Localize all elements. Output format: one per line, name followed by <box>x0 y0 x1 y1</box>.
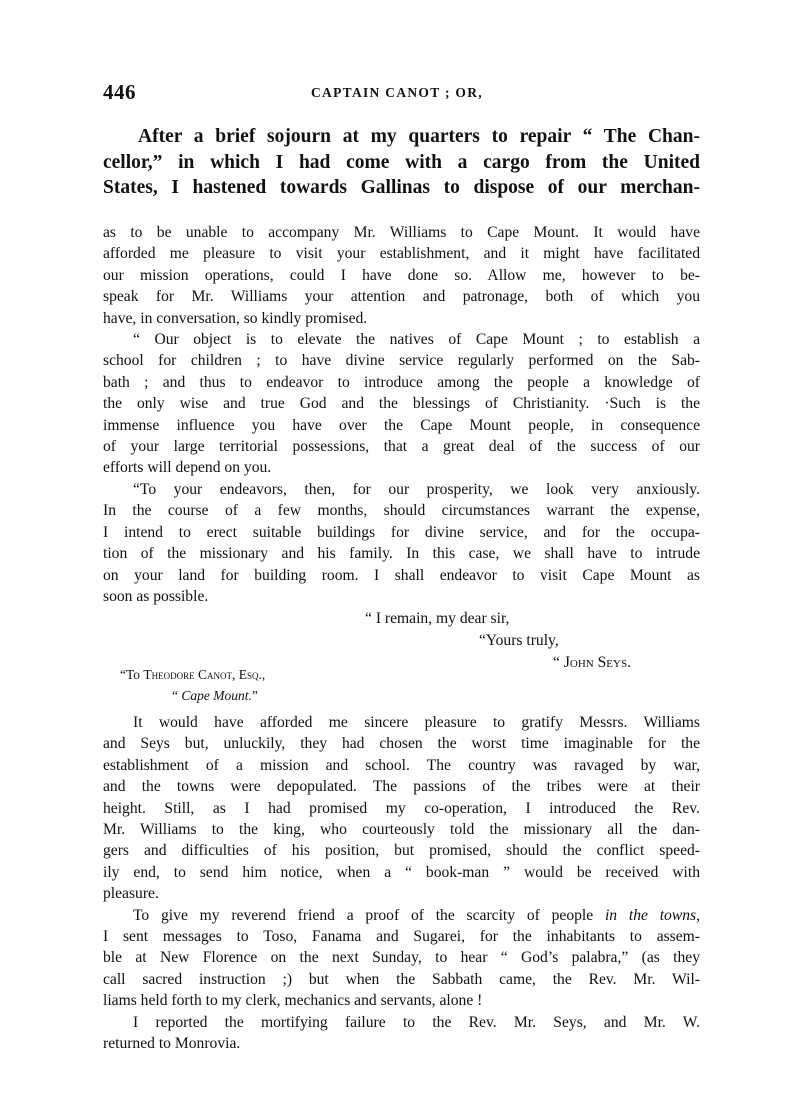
letter-line: school for children ; to have divine service regularly performed on the Sab- <box>103 352 700 370</box>
narrative-line: returned to Monrovia. <box>103 1035 241 1053</box>
narrative-line <box>103 905 700 926</box>
narrative-line: I sent messages to Toso, Fanama and Sugarei, for the inhabitants to assem- <box>103 928 700 946</box>
address-place-close: ” <box>251 688 258 703</box>
narrative-line: Mr. Williams to the king, who courteously told the missionary all the dan- <box>103 821 700 839</box>
letter-closing-yours: “Yours truly, <box>479 632 559 649</box>
address-place: Cape Mount. <box>181 688 252 703</box>
letter-line: our mission operations, could I have done so. Allow me, however to be- <box>103 266 700 284</box>
address-line-place <box>120 685 265 706</box>
letter-line: “ Our object is to elevate the natives of Cape Mount ; to establish a <box>133 331 700 349</box>
letter-line: as to be unable to accompany Mr. Williams to Cape Mount. It would have <box>103 224 700 241</box>
letter-line: “To your endeavors, then, for our prosperity, we look very anxiously. <box>133 480 700 498</box>
letter-signature <box>553 652 631 673</box>
narrative-body <box>103 712 700 1055</box>
narrative-line: gers and difficulties of his position, but promised, should the conflict speed- <box>103 842 700 860</box>
letter-line: have, in conversation, so kindly promised. <box>103 309 368 327</box>
narrative-line: pleasure. <box>103 885 159 903</box>
letter-line: tion of the missionary and his family. In this case, we shall have to intrude <box>103 545 700 563</box>
narrative-line: ble at New Florence on the next Sunday, to hear “ God’s palabra,” (as they <box>103 949 700 967</box>
narrative-text: To give my reverend friend a proof of the scarcity of people <box>133 906 605 924</box>
top-line: After a brief sojourn at my quarters to repair “ The Chan- <box>138 126 700 147</box>
address-line-name <box>120 664 265 685</box>
letter-line: immense influence you have over the Cape Mount people, in consequence <box>103 416 700 434</box>
letter-address <box>120 664 265 706</box>
letter-line: bath ; and thus to endeavor to introduce among the people a knowledge of <box>103 373 700 391</box>
page-number: 446 <box>103 80 136 104</box>
narrative-line: call sacred instruction ;) but when the Sabbath came, the Rev. Mr. Wil- <box>103 970 700 988</box>
narrative-line: and Seys but, unluckily, they had chosen the worst time imaginable for the <box>103 735 700 753</box>
letter-line: the only wise and true God and the blessings of Christianity. ·Such is the <box>103 395 700 413</box>
narrative-line: height. Still, as I had promised my co-operation, I introduced the Rev. <box>103 799 700 817</box>
narrative-line: ily end, to send him notice, when a “ book-man ” would be received with <box>103 863 700 881</box>
top-paragraph <box>103 124 700 201</box>
letter-line: of your large territorial possessions, that a great deal of the success of our <box>103 438 700 456</box>
letter-body <box>103 222 700 607</box>
running-head: CAPTAIN CANOT ; OR, <box>311 85 483 100</box>
page-header <box>103 80 703 106</box>
letter-line: In the course of a few months, should circumstances warrant the expense, <box>103 502 700 520</box>
letter-line: speak for Mr. Williams your attention and patronage, both of which you <box>103 288 700 306</box>
narrative-line: It would have afforded me sincere pleasure to gratify Messrs. Williams <box>133 714 700 731</box>
narrative-line: I reported the mortifying failure to the Rev. Mr. Seys, and Mr. W. <box>133 1013 700 1031</box>
narrative-line: establishment of a mission and school. The country was ravaged by war, <box>103 756 700 774</box>
narrative-line: liams held forth to my clerk, mechanics and servants, alone ! <box>103 992 483 1010</box>
top-line: States, I hastened towards Gallinas to dispose of our merchan- <box>103 177 700 198</box>
letter-closing: “ I remain, my dear sir, <box>365 610 510 627</box>
address-name: Theodore Canot, Esq., <box>143 667 266 682</box>
letter-line: on your land for building room. I shall endeavor to visit Cape Mount as <box>103 566 700 584</box>
letter-line: soon as possible. <box>103 587 209 605</box>
top-line: cellor,” in which I had come with a cargo from the United <box>103 151 700 173</box>
narrative-line: and the towns were depopulated. The passions of the tribes were at their <box>103 778 700 796</box>
address-place-open: “ <box>172 688 182 703</box>
address-prefix: “To <box>120 667 144 682</box>
letter-line: I intend to erect suitable buildings for divine service, and for the occupa- <box>103 523 700 541</box>
signature-quote: “ <box>553 654 564 671</box>
letter-line: efforts will depend on you. <box>103 459 272 477</box>
letter-line: afforded me pleasure to visit your establishment, and it might have facilitated <box>103 245 700 263</box>
narrative-italic: in the towns, <box>604 906 700 924</box>
signature-name: John Seys. <box>563 654 631 671</box>
